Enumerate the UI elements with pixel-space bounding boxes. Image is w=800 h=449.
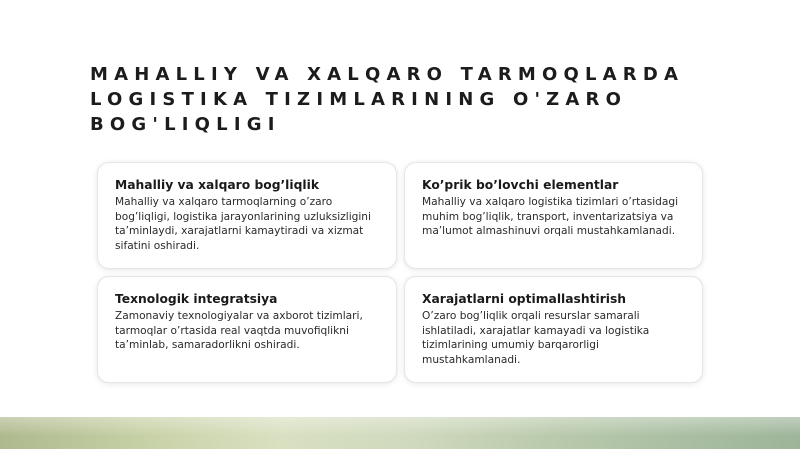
card-text: Mahalliy va xalqaro logistika tizimlari o’rtasidagi muhim bog’liqlik, transport, inventarizatsiya va ma’lumot almashinuvi orqali mustahkamlanadi. [422, 196, 679, 238]
card-local-international-link [97, 162, 397, 269]
card-heading: Mahalliy va xalqaro bog’liqlik [115, 178, 320, 192]
card-technological-integration [97, 276, 397, 383]
card-text: Zamonaviy texnologiyalar va axborot tizimlari, tarmoqlar o’rtasida real vaqtda muvofiqlikni ta’minlab, samaradorlikni oshiradi. [115, 310, 363, 352]
slide-title: MAHALLIY VA XALQARO TARMOQLARDA LOGISTIKA TIZIMLARINING O'ZARO BOG'LIQLIGI [90, 64, 685, 135]
card-bridging-elements [404, 162, 703, 269]
card-text: Mahalliy va xalqaro tarmoqlarning o’zaro bog’liqligi, logistika jarayonlarining uzluksizligini ta’minlaydi, xarajatlarni kamaytiradi va xizmat sifatini oshiradi. [115, 196, 371, 253]
card-cost-optimization [404, 276, 703, 383]
card-heading: Xarajatlarni optimallashtirish [422, 292, 627, 306]
decorative-bottom-band [0, 417, 800, 449]
card-heading: Ko’prik bo’lovchi elementlar [422, 178, 619, 192]
card-text: O’zaro bog’liqlik orqali resurslar samarali ishlatiladi, xarajatlar kamayadi va logistika tizimlarining umumiy barqarorligi mustahkamlanadi. [422, 310, 650, 367]
card-heading: Texnologik integratsiya [115, 292, 278, 306]
